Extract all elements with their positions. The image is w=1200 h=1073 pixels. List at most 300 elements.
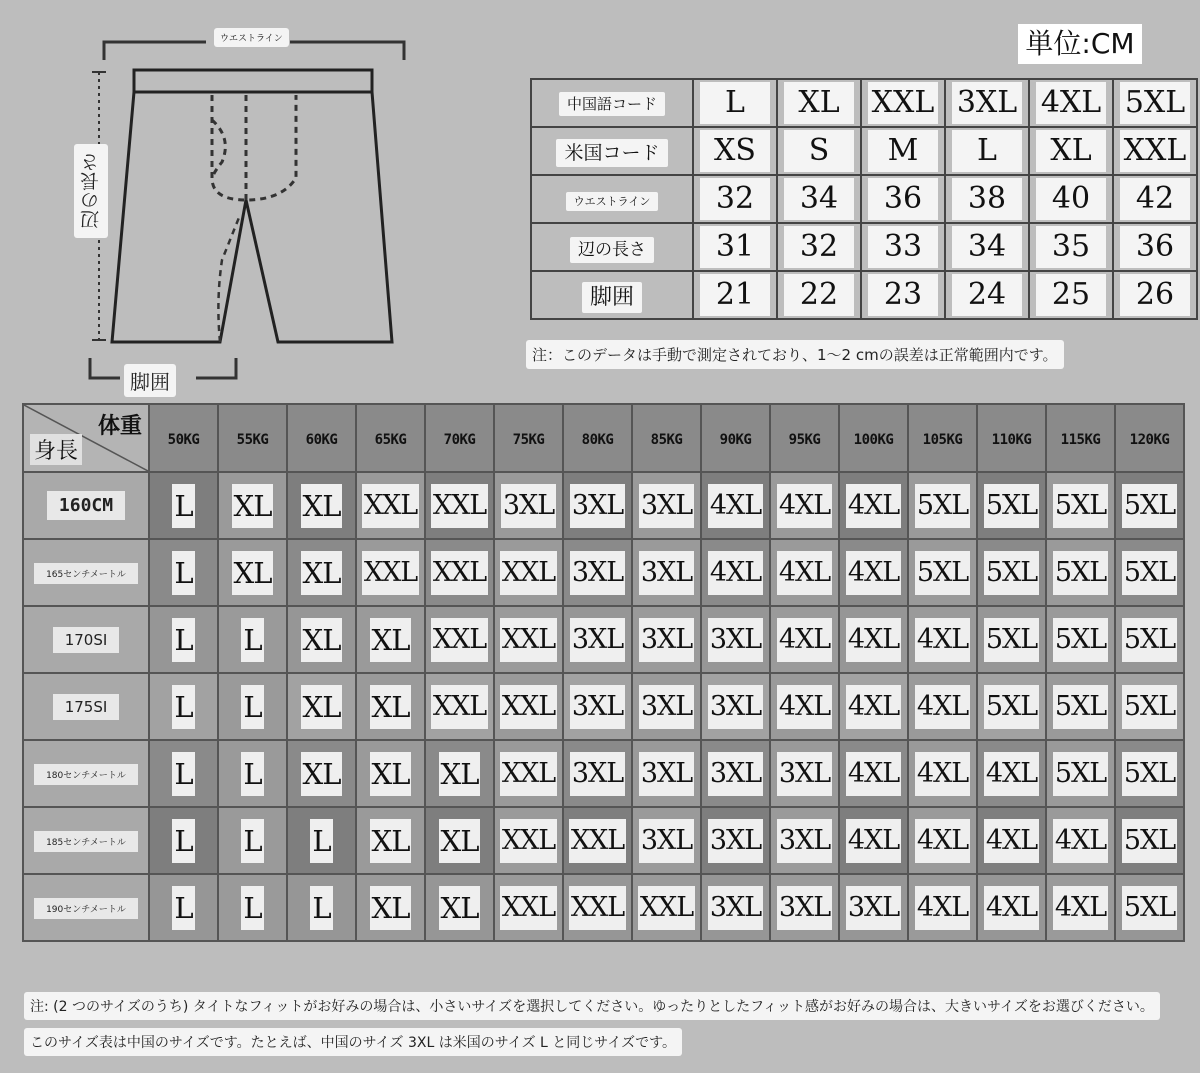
cell-value: 34 xyxy=(784,178,854,220)
size-cell xyxy=(977,874,1046,941)
cell-value: S xyxy=(784,130,854,172)
size-cell xyxy=(977,807,1046,874)
size-cell xyxy=(977,539,1046,606)
measurement-note: 注：このデータは手動で測定されており、1〜2 cmの誤差は正常範囲内です。 xyxy=(526,340,1064,369)
weight-label: 100KG xyxy=(853,431,894,448)
size-cell xyxy=(770,874,839,941)
table-row xyxy=(23,673,1184,740)
size-value: 3XL xyxy=(570,752,625,796)
size-cell xyxy=(701,807,770,874)
weight-header-cell xyxy=(287,404,356,472)
size-cell xyxy=(425,807,494,874)
weight-label: 95KG xyxy=(788,431,821,448)
size-cell xyxy=(632,472,701,539)
weight-header-cell xyxy=(494,404,563,472)
weight-label: 55KG xyxy=(236,431,269,448)
size-value: XL xyxy=(370,618,412,662)
weight-label: 120KG xyxy=(1129,431,1170,448)
weight-header-cell xyxy=(1115,404,1184,472)
row-label: 米国コード xyxy=(556,139,667,167)
size-cell xyxy=(701,740,770,807)
height-label: 190センチメートル xyxy=(34,898,138,919)
size-value: 5XL xyxy=(915,484,970,528)
size-cell xyxy=(425,673,494,740)
size-value: L xyxy=(241,685,263,729)
size-value: 5XL xyxy=(1122,752,1177,796)
size-value: 3XL xyxy=(570,685,625,729)
height-header-cell xyxy=(23,740,149,807)
size-cell xyxy=(632,606,701,673)
size-cell xyxy=(839,874,908,941)
cell-value: 23 xyxy=(868,274,938,316)
size-value: 4XL xyxy=(915,819,970,863)
size-cell xyxy=(770,740,839,807)
cell-value: 24 xyxy=(952,274,1022,316)
header-row xyxy=(23,404,1184,472)
size-value: L xyxy=(172,886,194,930)
size-value: 3XL xyxy=(708,819,763,863)
size-cell xyxy=(287,673,356,740)
weight-label: 80KG xyxy=(581,431,614,448)
size-value: XL xyxy=(301,685,343,729)
cell-value: M xyxy=(868,130,938,172)
size-value: 3XL xyxy=(570,551,625,595)
weight-header-cell xyxy=(632,404,701,472)
cell-value: 36 xyxy=(1120,226,1190,268)
size-cell xyxy=(563,673,632,740)
size-value: 3XL xyxy=(708,685,763,729)
size-cell xyxy=(425,874,494,941)
size-cell xyxy=(770,606,839,673)
size-cell xyxy=(287,740,356,807)
size-value: XXL xyxy=(638,886,695,930)
size-cell xyxy=(1046,740,1115,807)
size-value: 5XL xyxy=(1122,685,1177,729)
size-value: 5XL xyxy=(984,484,1039,528)
size-value: 4XL xyxy=(915,752,970,796)
size-cell xyxy=(287,539,356,606)
height-label: 170SI xyxy=(53,627,120,653)
weight-label: 50KG xyxy=(167,431,200,448)
cell-value: 21 xyxy=(700,274,770,316)
weight-axis-label: 体重 xyxy=(97,414,142,439)
size-value: XXL xyxy=(431,551,488,595)
height-axis-label: 身長 xyxy=(30,434,82,465)
size-value: 3XL xyxy=(639,819,694,863)
size-value: L xyxy=(172,752,194,796)
size-value: 5XL xyxy=(1122,886,1177,930)
size-cell xyxy=(218,539,287,606)
size-cell xyxy=(1046,673,1115,740)
cell-value: 4XL xyxy=(1036,82,1106,124)
size-value: XXL xyxy=(500,685,557,729)
size-value: XXL xyxy=(500,551,557,595)
size-value: 5XL xyxy=(1122,551,1177,595)
size-cell xyxy=(494,807,563,874)
size-cell xyxy=(149,606,218,673)
table-row xyxy=(23,874,1184,941)
weight-label: 90KG xyxy=(719,431,752,448)
size-cell xyxy=(494,539,563,606)
size-value: L xyxy=(172,618,194,662)
size-cell xyxy=(770,807,839,874)
size-value: 4XL xyxy=(777,484,832,528)
size-value: XL xyxy=(232,551,274,595)
size-value: XL xyxy=(301,752,343,796)
size-value: 3XL xyxy=(708,886,763,930)
size-value: 4XL xyxy=(984,752,1039,796)
weight-label: 75KG xyxy=(512,431,545,448)
size-cell xyxy=(494,874,563,941)
size-value: 4XL xyxy=(846,618,901,662)
size-cell xyxy=(977,740,1046,807)
size-value: XL xyxy=(370,752,412,796)
table-row xyxy=(23,807,1184,874)
size-cell xyxy=(563,740,632,807)
weight-label: 105KG xyxy=(922,431,963,448)
size-value: 5XL xyxy=(1053,685,1108,729)
size-value: L xyxy=(172,819,194,863)
measurement-table xyxy=(530,78,1198,320)
weight-header-cell xyxy=(977,404,1046,472)
row-label: 脚囲 xyxy=(582,282,642,313)
size-value: 4XL xyxy=(846,752,901,796)
size-value: 4XL xyxy=(984,819,1039,863)
size-value: XL xyxy=(301,551,343,595)
size-value: XXL xyxy=(500,819,557,863)
size-value: L xyxy=(241,618,263,662)
leg-circumference-label: 脚囲 xyxy=(124,364,176,397)
cell-value: XL xyxy=(784,82,854,124)
size-cell xyxy=(356,606,425,673)
table-row xyxy=(23,472,1184,539)
weight-header-cell xyxy=(1046,404,1115,472)
size-cell xyxy=(563,807,632,874)
height-header-cell xyxy=(23,606,149,673)
size-cell xyxy=(1115,673,1184,740)
size-cell xyxy=(632,740,701,807)
table-row xyxy=(531,271,1197,319)
size-value: 3XL xyxy=(708,752,763,796)
size-cell xyxy=(425,539,494,606)
size-cell xyxy=(218,606,287,673)
size-value: L xyxy=(172,685,194,729)
size-value: XXL xyxy=(569,886,626,930)
size-cell xyxy=(494,740,563,807)
size-value: XL xyxy=(439,886,481,930)
weight-label: 65KG xyxy=(374,431,407,448)
shorts-diagram xyxy=(0,0,500,400)
weight-label: 70KG xyxy=(443,431,476,448)
size-cell xyxy=(632,673,701,740)
size-value: 5XL xyxy=(984,551,1039,595)
height-label: 175SI xyxy=(53,694,120,720)
cell-value: 33 xyxy=(868,226,938,268)
size-value: 5XL xyxy=(1122,618,1177,662)
size-value: XL xyxy=(370,886,412,930)
row-label: ウエストライン xyxy=(566,192,659,211)
size-cell xyxy=(494,606,563,673)
weight-header-cell xyxy=(218,404,287,472)
weight-label: 60KG xyxy=(305,431,338,448)
size-value: 4XL xyxy=(846,685,901,729)
size-cell xyxy=(425,740,494,807)
size-cell xyxy=(218,472,287,539)
size-value: XL xyxy=(232,484,274,528)
size-value: 5XL xyxy=(984,685,1039,729)
china-size-note: このサイズ表は中国のサイズです。たとえば、中国のサイズ 3XL は米国のサイズ L と同じサイズです。 xyxy=(24,1028,682,1056)
table-row xyxy=(23,539,1184,606)
size-value: 4XL xyxy=(915,618,970,662)
size-value: XXL xyxy=(500,752,557,796)
size-cell xyxy=(908,740,977,807)
size-value: 3XL xyxy=(708,618,763,662)
row-label: 中国語コード xyxy=(559,92,665,116)
size-value: L xyxy=(310,819,332,863)
size-value: L xyxy=(172,484,194,528)
cell-value: 22 xyxy=(784,274,854,316)
size-cell xyxy=(356,673,425,740)
size-value: 4XL xyxy=(846,819,901,863)
size-cell xyxy=(563,874,632,941)
cell-value: 3XL xyxy=(952,82,1022,124)
size-value: 5XL xyxy=(915,551,970,595)
weight-label: 115KG xyxy=(1060,431,1101,448)
size-cell xyxy=(1046,606,1115,673)
size-cell xyxy=(287,874,356,941)
cell-value: 42 xyxy=(1120,178,1190,220)
size-value: 3XL xyxy=(639,484,694,528)
fit-note: 注: (2 つのサイズのうち) タイトなフィットがお好みの場合は、小さいサイズを選択してください。ゆったりとしたフィット感がお好みの場合は、大きいサイズをお選びください。 xyxy=(24,992,1160,1020)
size-cell xyxy=(1046,472,1115,539)
cell-value: 36 xyxy=(868,178,938,220)
weight-header-cell xyxy=(149,404,218,472)
size-cell xyxy=(149,539,218,606)
height-header-cell xyxy=(23,539,149,606)
height-header-cell xyxy=(23,472,149,539)
size-cell xyxy=(701,874,770,941)
size-value: 3XL xyxy=(570,618,625,662)
height-header-cell xyxy=(23,807,149,874)
table-row xyxy=(531,79,1197,127)
weight-header-cell xyxy=(839,404,908,472)
size-cell xyxy=(425,472,494,539)
size-value: L xyxy=(310,886,332,930)
size-chart-table xyxy=(22,403,1185,942)
size-cell xyxy=(632,807,701,874)
size-cell xyxy=(1115,539,1184,606)
size-cell xyxy=(1046,807,1115,874)
side-length-label: 辺の長さ xyxy=(74,144,108,238)
size-value: L xyxy=(172,551,194,595)
size-cell xyxy=(977,472,1046,539)
size-value: XXL xyxy=(431,685,488,729)
size-cell xyxy=(218,807,287,874)
size-cell xyxy=(356,740,425,807)
size-value: XL xyxy=(301,484,343,528)
cell-value: 35 xyxy=(1036,226,1106,268)
size-cell xyxy=(218,740,287,807)
size-cell xyxy=(839,673,908,740)
size-value: 3XL xyxy=(639,618,694,662)
size-cell xyxy=(149,807,218,874)
size-value: 4XL xyxy=(708,484,763,528)
cell-value: L xyxy=(700,82,770,124)
size-value: XXL xyxy=(362,484,419,528)
size-cell xyxy=(1046,539,1115,606)
size-cell xyxy=(494,472,563,539)
size-cell xyxy=(1115,740,1184,807)
height-label: 180センチメートル xyxy=(34,764,138,785)
size-cell xyxy=(908,472,977,539)
size-cell xyxy=(977,606,1046,673)
size-cell xyxy=(563,606,632,673)
size-value: 4XL xyxy=(846,551,901,595)
size-value: 5XL xyxy=(1053,752,1108,796)
size-value: 4XL xyxy=(1053,819,1108,863)
weight-header-cell xyxy=(770,404,839,472)
height-header-cell xyxy=(23,673,149,740)
size-cell xyxy=(839,740,908,807)
size-cell xyxy=(908,874,977,941)
row-header xyxy=(531,127,693,175)
size-cell xyxy=(1115,807,1184,874)
size-value: 3XL xyxy=(777,819,832,863)
size-value: XL xyxy=(439,819,481,863)
weight-label: 110KG xyxy=(991,431,1032,448)
size-value: 4XL xyxy=(1053,886,1108,930)
size-cell xyxy=(1046,874,1115,941)
size-value: 4XL xyxy=(708,551,763,595)
size-cell xyxy=(770,539,839,606)
size-cell xyxy=(1115,874,1184,941)
size-cell xyxy=(149,874,218,941)
size-cell xyxy=(356,807,425,874)
size-cell xyxy=(839,539,908,606)
size-cell xyxy=(701,472,770,539)
cell-value: 34 xyxy=(952,226,1022,268)
size-cell xyxy=(701,673,770,740)
weight-header-cell xyxy=(563,404,632,472)
corner-cell xyxy=(23,404,149,472)
size-value: 4XL xyxy=(777,618,832,662)
cell-value: 32 xyxy=(784,226,854,268)
size-value: 3XL xyxy=(501,484,556,528)
height-label: 185センチメートル xyxy=(34,831,138,852)
size-cell xyxy=(701,539,770,606)
size-cell xyxy=(1115,472,1184,539)
size-cell xyxy=(1115,606,1184,673)
size-value: XL xyxy=(439,752,481,796)
row-header xyxy=(531,79,693,127)
size-cell xyxy=(356,539,425,606)
size-value: 3XL xyxy=(777,886,832,930)
cell-value: 32 xyxy=(700,178,770,220)
unit-label: 単位:CM xyxy=(1018,24,1142,64)
cell-value: XXL xyxy=(1120,130,1191,172)
cell-value: XL xyxy=(1036,130,1106,172)
size-cell xyxy=(494,673,563,740)
size-cell xyxy=(287,807,356,874)
size-value: XXL xyxy=(362,551,419,595)
size-value: 3XL xyxy=(639,752,694,796)
size-cell xyxy=(977,673,1046,740)
size-value: 5XL xyxy=(1053,618,1108,662)
cell-value: XS xyxy=(700,130,770,172)
size-value: 5XL xyxy=(1122,819,1177,863)
size-value: XXL xyxy=(500,618,557,662)
cell-value: XXL xyxy=(868,82,939,124)
weight-header-cell xyxy=(908,404,977,472)
size-cell xyxy=(563,539,632,606)
size-cell xyxy=(149,472,218,539)
cell-value: 25 xyxy=(1036,274,1106,316)
size-cell xyxy=(356,874,425,941)
size-cell xyxy=(701,606,770,673)
table-row xyxy=(531,127,1197,175)
size-value: XXL xyxy=(431,618,488,662)
size-value: XL xyxy=(301,618,343,662)
table-row xyxy=(23,606,1184,673)
size-value: L xyxy=(241,752,263,796)
size-value: L xyxy=(241,819,263,863)
size-value: XXL xyxy=(569,819,626,863)
size-value: 3XL xyxy=(570,484,625,528)
weight-header-cell xyxy=(425,404,494,472)
size-cell xyxy=(770,673,839,740)
size-cell xyxy=(632,874,701,941)
size-cell xyxy=(287,472,356,539)
waist-line-label: ウエストライン xyxy=(214,28,289,47)
row-header xyxy=(531,223,693,271)
table-row xyxy=(23,740,1184,807)
size-value: 5XL xyxy=(1053,551,1108,595)
row-header xyxy=(531,175,693,223)
row-header xyxy=(531,271,693,319)
size-value: XXL xyxy=(431,484,488,528)
table-row xyxy=(531,223,1197,271)
size-value: 3XL xyxy=(639,685,694,729)
size-cell xyxy=(632,539,701,606)
height-label: 160CM xyxy=(47,491,125,520)
size-value: XXL xyxy=(500,886,557,930)
size-cell xyxy=(839,472,908,539)
size-value: L xyxy=(241,886,263,930)
table-row xyxy=(531,175,1197,223)
cell-value: 26 xyxy=(1120,274,1190,316)
size-value: 5XL xyxy=(984,618,1039,662)
size-cell xyxy=(839,606,908,673)
size-value: 3XL xyxy=(639,551,694,595)
size-cell xyxy=(770,472,839,539)
size-cell xyxy=(908,539,977,606)
cell-value: 5XL xyxy=(1120,82,1190,124)
size-value: 4XL xyxy=(915,685,970,729)
size-cell xyxy=(149,740,218,807)
size-value: 3XL xyxy=(846,886,901,930)
size-value: 4XL xyxy=(915,886,970,930)
size-cell xyxy=(149,673,218,740)
size-value: 4XL xyxy=(846,484,901,528)
size-value: 3XL xyxy=(777,752,832,796)
height-label: 165センチメートル xyxy=(34,563,138,584)
size-cell xyxy=(218,673,287,740)
size-value: 4XL xyxy=(777,551,832,595)
size-cell xyxy=(908,673,977,740)
cell-value: L xyxy=(952,130,1022,172)
size-value: 5XL xyxy=(1122,484,1177,528)
row-label: 辺の長さ xyxy=(570,237,654,263)
